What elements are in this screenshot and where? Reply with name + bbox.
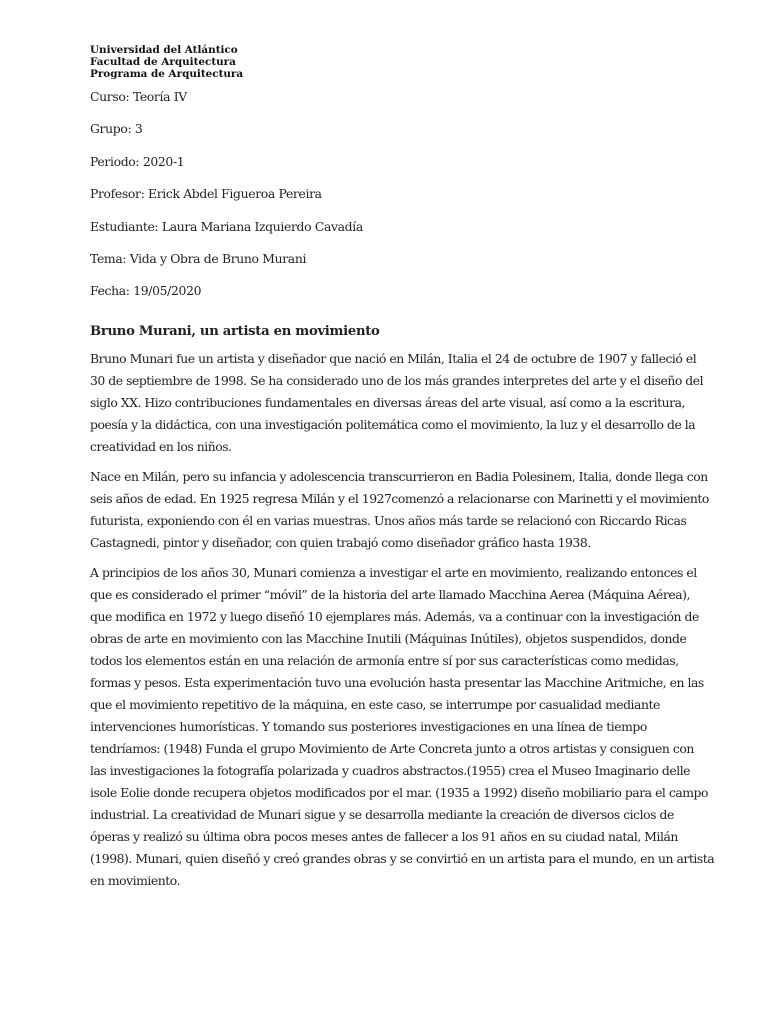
essay-title: Bruno Murani, un artista en movimiento <box>90 324 380 340</box>
paragraph-line: intervenciones humorísticas. Y tomando sus posteriores investigaciones en una línea de tiempo <box>90 719 647 735</box>
paragraph-line: siglo XX. Hizo contribuciones fundamentales en diversas áreas del arte visual, así como a la escritura, <box>90 395 685 411</box>
course-line: Curso: Teoría IV <box>90 89 187 104</box>
paragraph-line: obras de arte en movimiento con las Macchine Inutili (Máquinas Inútiles), objetos suspendidos, donde <box>90 631 687 647</box>
paragraph-line: en movimiento. <box>90 873 181 889</box>
paragraph-2 <box>90 466 709 554</box>
paragraph-line: A principios de los años 30, Munari comienza a investigar el arte en movimiento, realizando entonces el <box>90 565 697 581</box>
paragraph-line: las investigaciones la fotografía polarizada y cuadros abstractos.(1955) crea el Museo Imaginario delle <box>90 763 691 779</box>
paragraph-line: (1998). Munari, quien diseñó y creó grandes obras y se convirtió en un artista para el mundo, en un artista <box>90 851 715 867</box>
university-name: Universidad del Atlántico <box>90 44 238 56</box>
paragraph-line: que modifica en 1972 y luego diseñó 10 ejemplares más. Además, va a continuar con la investigación de <box>90 609 699 625</box>
paragraph-1 <box>90 348 704 458</box>
paragraph-line: industrial. La creatividad de Munari sigue y se desarrolla mediante la creación de diversos ciclos de <box>90 807 674 823</box>
program-name: Programa de Arquitectura <box>90 68 244 80</box>
student-line: Estudiante: Laura Mariana Izquierdo Cavadía <box>90 218 363 234</box>
professor-line: Profesor: Erick Abdel Figueroa Pereira <box>90 186 322 202</box>
paragraph-line: óperas y realizó su última obra pocos meses antes de fallecer a los 91 años en su ciudad natal, Milán <box>90 829 678 845</box>
paragraph-line: creatividad en los niños. <box>90 439 232 455</box>
paragraph-line: isole Eolie donde recupera objetos modificados por el mar. (1935 a 1992) diseño mobiliario para el campo <box>90 785 709 801</box>
paragraph-line: seis años de edad. En 1925 regresa Milán y el 1927comenzó a relacionarse con Marinetti y el movimiento <box>90 491 709 507</box>
faculty-name: Facultad de Arquitectura <box>90 56 236 68</box>
paragraph-line: poesía y la didáctica, con una investigación politemática como el movimiento, la luz y el desarrollo de la <box>90 417 696 433</box>
paragraph-line: tendríamos: (1948) Funda el grupo Movimiento de Arte Concreta junto a otros artistas y consiguen con <box>90 741 694 757</box>
paragraph-line: todos los elementos están en una relación de armonía entre sí por sus características como medidas, <box>90 653 679 669</box>
paragraph-line: Bruno Munari fue un artista y diseñador que nació en Milán, Italia el 24 de octubre de 1907 y falleció el <box>90 351 697 367</box>
paragraph-line: futurista, exponiendo con él en varias muestras. Unos años más tarde se relacionó con Riccardo Ricas <box>90 513 687 529</box>
paragraph-line: Nace en Milán, pero su infancia y adolescencia transcurrieron en Badia Polesinem, Italia, donde llega con <box>90 469 708 485</box>
paragraph-line: formas y pesos. Esta experimentación tuvo una evolución hasta presentar las Macchine Aritmiche, en las <box>90 675 704 691</box>
date-line: Fecha: 19/05/2020 <box>90 283 202 299</box>
document-page <box>90 44 715 900</box>
paragraph-line: Castagnedi, pintor y diseñador, con quien trabajó como diseñador gráfico hasta 1938. <box>90 535 591 551</box>
paragraph-line: 30 de septiembre de 1998. Se ha considerado uno de los más grandes interpretes del arte y el diseño del <box>90 373 704 389</box>
period-line: Periodo: 2020-1 <box>90 153 185 169</box>
group-line: Grupo: 3 <box>90 121 143 137</box>
institution-header <box>90 44 680 80</box>
topic-line: Tema: Vida y Obra de Bruno Murani <box>90 250 307 266</box>
paragraph-line: que es considerado el primer “móvil” de la historia del arte llamado Macchina Aerea (Máquina Aérea), <box>90 587 690 603</box>
paragraph-3 <box>90 562 715 892</box>
paragraph-line: que el movimiento repetitivo de la máquina, en este caso, se interrumpe por casualidad mediante <box>90 697 660 713</box>
